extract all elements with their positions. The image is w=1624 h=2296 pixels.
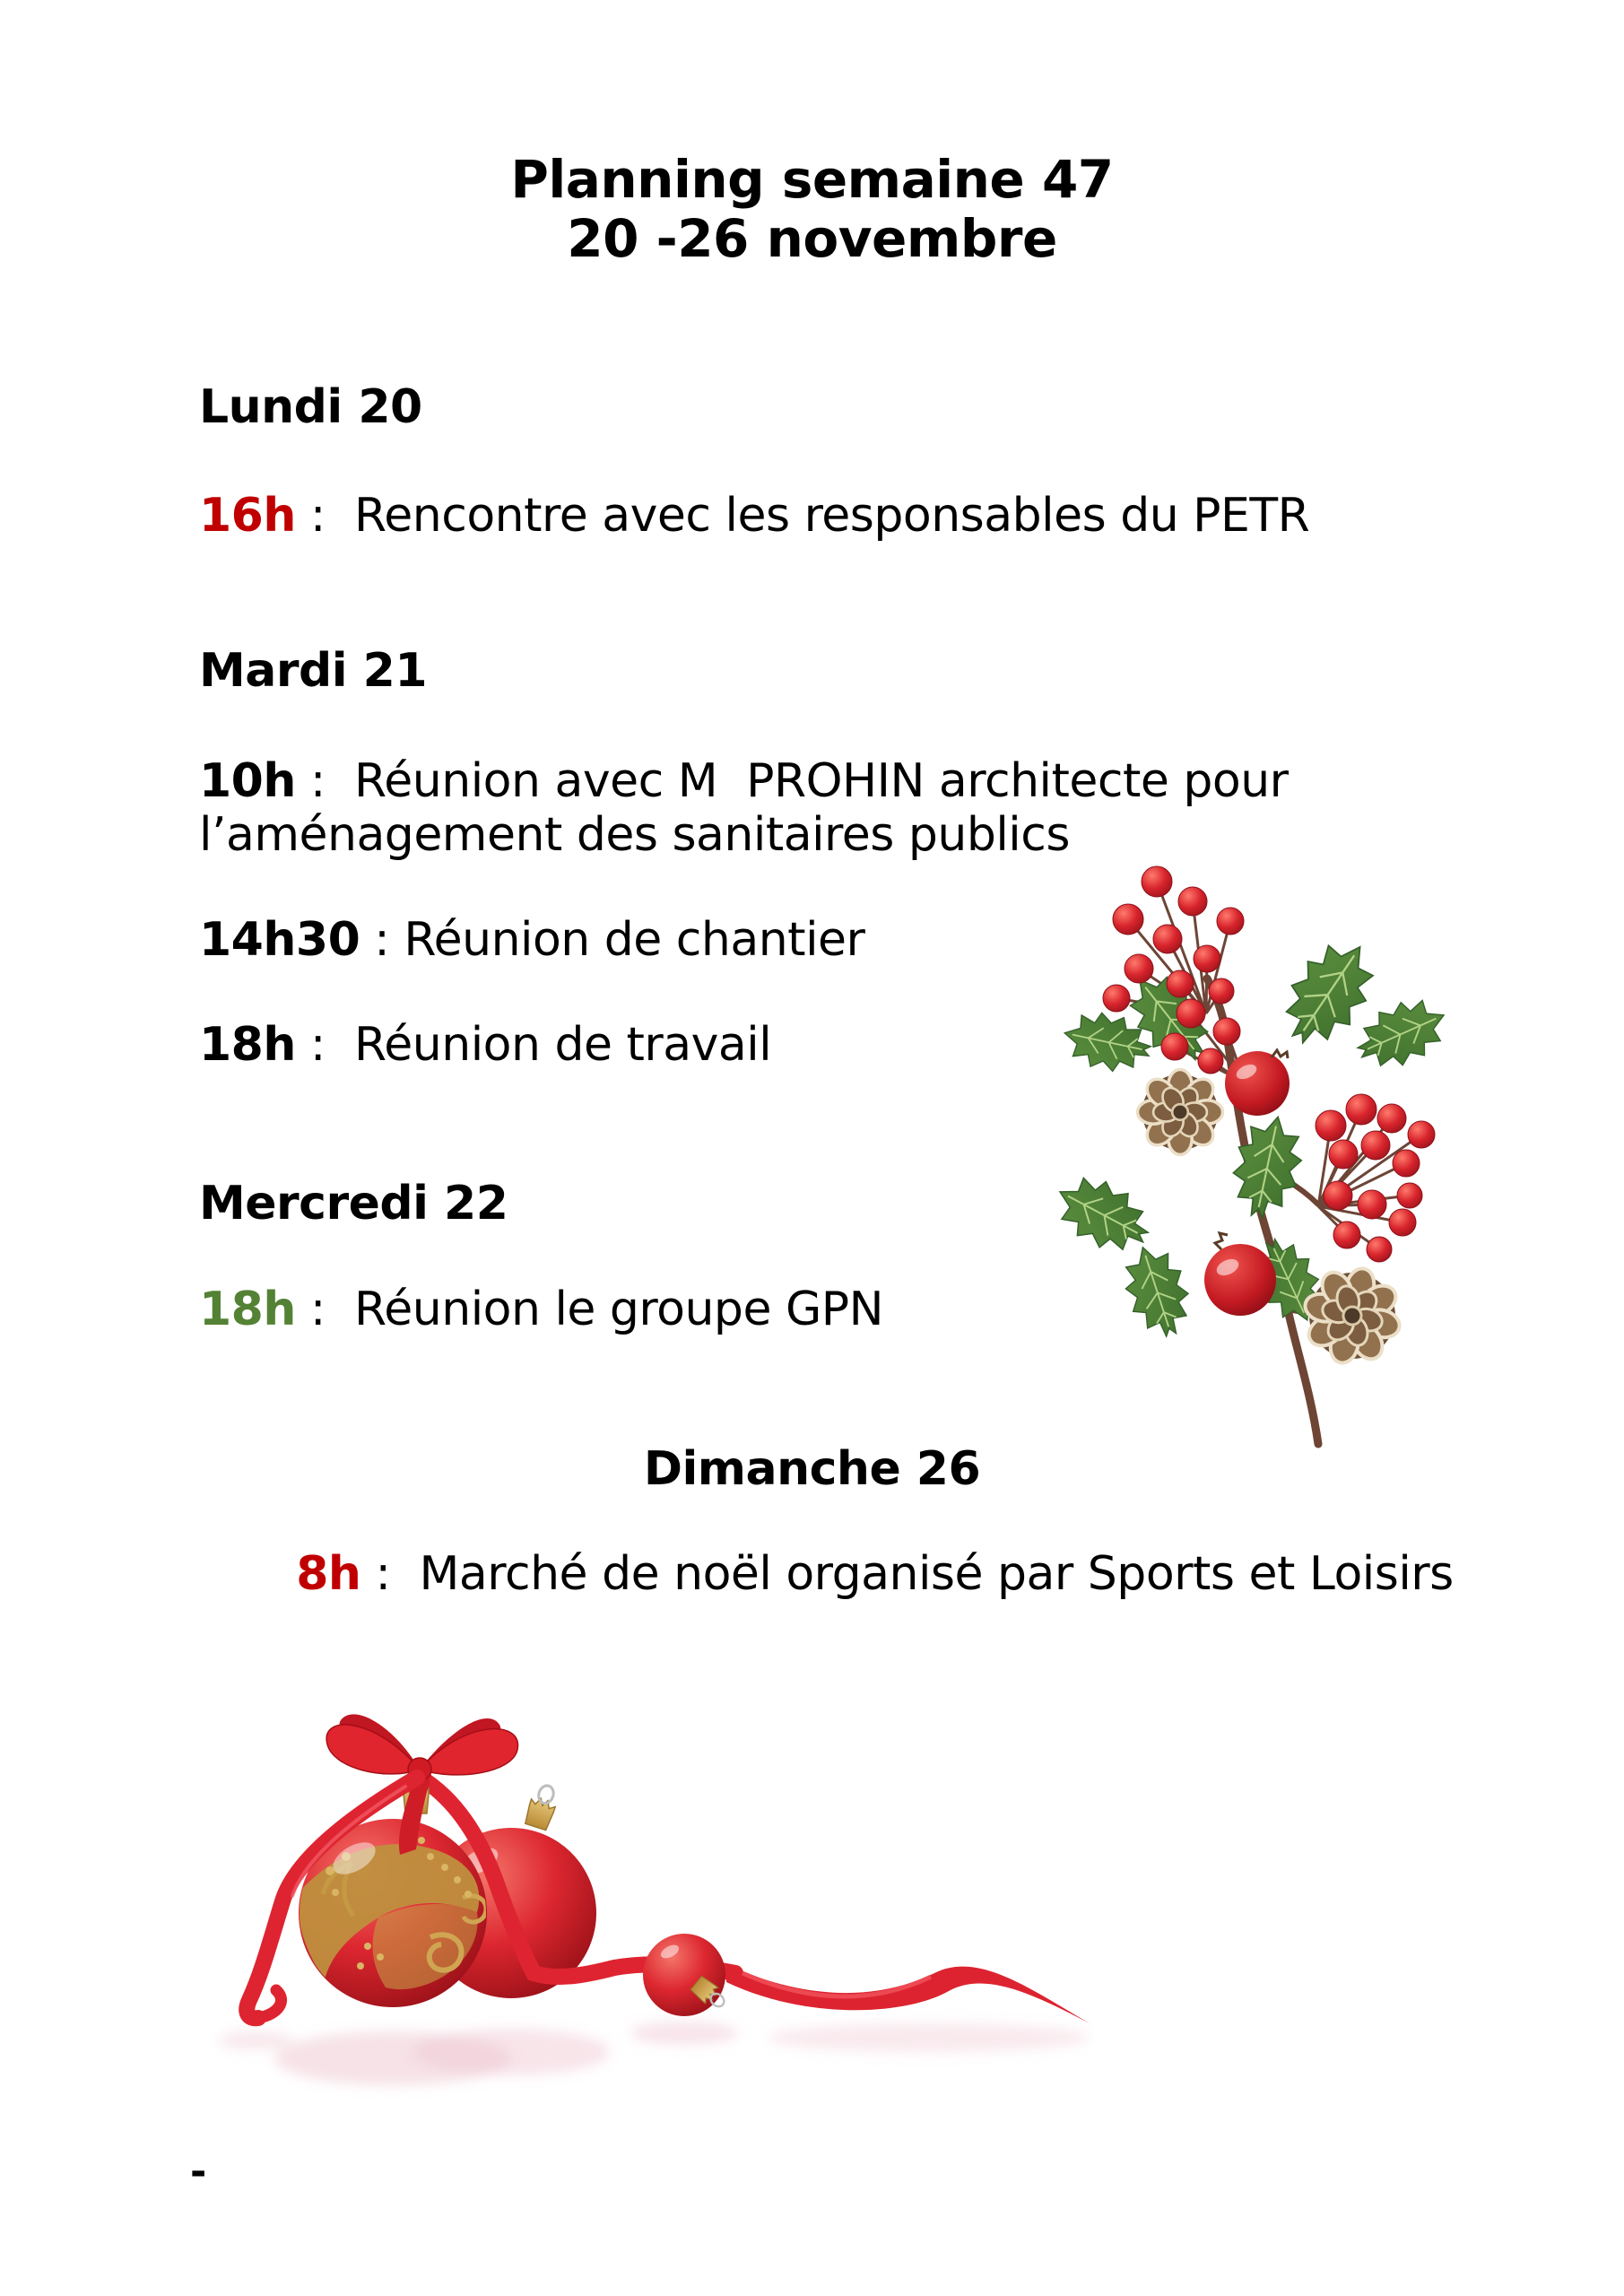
christmas-baubles-image xyxy=(161,1677,1094,2144)
entry-text: Réunion de chantier xyxy=(404,913,865,967)
entry-mardi-10h-line1 xyxy=(199,754,1289,808)
entry-mercredi-18h xyxy=(199,1283,883,1336)
title-line-1: Planning semaine 47 xyxy=(510,149,1114,210)
footer-dash: - xyxy=(190,2149,207,2195)
entry-separator: : xyxy=(295,754,354,808)
entry-lundi-16h xyxy=(199,489,1309,543)
day-heading-mercredi: Mercredi 22 xyxy=(199,1177,508,1231)
entry-time: 18h xyxy=(199,1018,296,1072)
entry-mardi-10h-line2 xyxy=(199,808,1070,862)
day-heading-mardi: Mardi 21 xyxy=(199,644,427,698)
entry-separator: : xyxy=(295,1283,354,1336)
entry-mardi-14h30 xyxy=(199,913,864,967)
entry-text: Réunion le groupe GPN xyxy=(354,1283,884,1336)
ribbon-wave-right xyxy=(726,1964,1090,2023)
pinecone-upper xyxy=(1137,1069,1222,1154)
entry-time: 18h xyxy=(199,1283,296,1336)
floor-reflections xyxy=(218,2022,1090,2085)
entry-text: Réunion avec M PROHIN architecte pour xyxy=(354,754,1289,808)
entry-time: 10h xyxy=(199,754,296,808)
entry-time: 16h xyxy=(199,489,296,543)
entry-text-wrapped: l’aménagement des sanitaires publics xyxy=(199,808,1070,862)
entry-mardi-18h xyxy=(199,1018,771,1072)
day-heading-dimanche: Dimanche 26 xyxy=(643,1442,981,1496)
page-title xyxy=(0,150,1624,268)
day-heading-lundi: Lundi 20 xyxy=(199,380,422,434)
entry-text: Marché de noël organisé par Sports et Loisirs xyxy=(419,1547,1454,1601)
entry-text: Réunion de travail xyxy=(354,1018,772,1072)
pinecone-lower xyxy=(1293,1257,1411,1375)
entry-separator: : xyxy=(360,913,404,967)
title-line-2: 20 -26 novembre xyxy=(567,208,1057,269)
entry-time: 8h xyxy=(296,1547,361,1601)
entry-time: 14h30 xyxy=(199,913,360,967)
entry-separator: : xyxy=(295,1018,354,1072)
entry-separator: : xyxy=(360,1547,420,1601)
entry-text: Rencontre avec les responsables du PETR xyxy=(354,489,1310,543)
small-red-bauble xyxy=(643,1934,729,2016)
holly-branch-image xyxy=(1022,848,1524,1457)
entry-separator: : xyxy=(295,489,354,543)
entry-dimanche-8h xyxy=(0,1547,1624,1601)
